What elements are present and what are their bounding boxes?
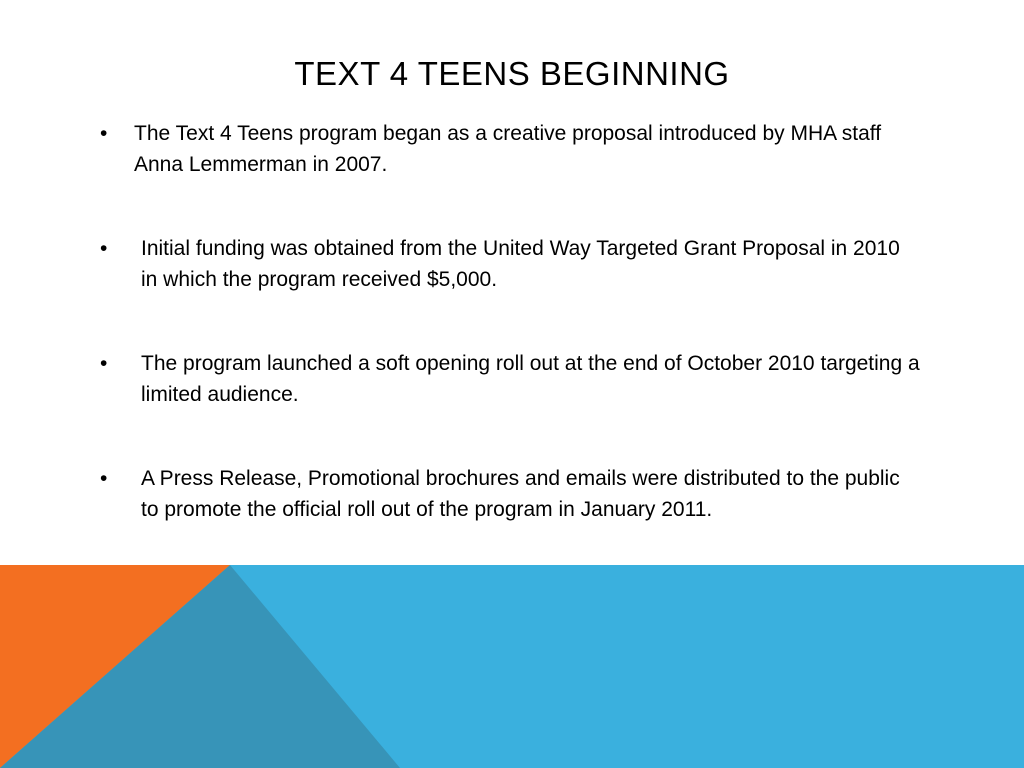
bullet-item (100, 463, 920, 525)
bullet-dot-icon: • (100, 122, 108, 145)
bullet-text: A Press Release, Promotional brochures and emails were distributed to the public to promote the official roll out of the program in January 2011. (141, 467, 900, 521)
bullet-item (100, 233, 920, 295)
decorative-footer-shapes (0, 565, 1024, 768)
bullet-list (100, 118, 920, 578)
bullet-text: Initial funding was obtained from the United Way Targeted Grant Proposal in 2010 in which the program received $5,000. (141, 237, 900, 291)
bullet-item (100, 348, 920, 410)
bullet-dot-icon: • (100, 237, 108, 260)
bullet-dot-icon: • (100, 352, 108, 375)
slide-title: TEXT 4 TEENS BEGINNING (294, 55, 730, 92)
bullet-dot-icon: • (100, 467, 108, 490)
bullet-item (100, 118, 920, 180)
bullet-text: The Text 4 Teens program began as a creative proposal introduced by MHA staff Anna Lemmerman in 2007. (134, 122, 882, 176)
bullet-text: The program launched a soft opening roll out at the end of October 2010 targeting a limited audience. (141, 352, 920, 406)
